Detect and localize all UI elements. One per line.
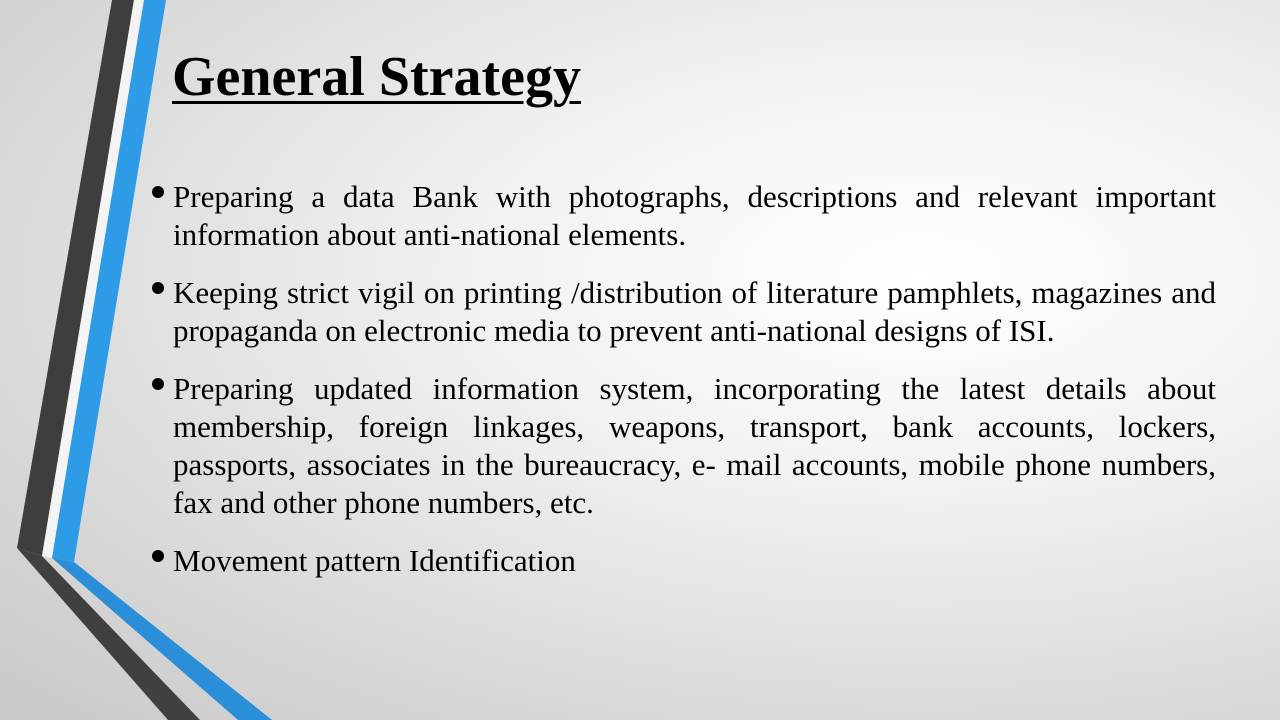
bullet-item <box>150 370 1216 522</box>
bullet-text: Preparing a data Bank with photographs, descriptions and relevant important information about anti-national elements. <box>173 179 1216 252</box>
bullet-dot-icon <box>152 378 164 390</box>
slide-title: General Strategy <box>172 46 581 108</box>
white-highlight <box>42 0 144 558</box>
bullet-dot-icon <box>152 282 164 294</box>
bullet-list <box>150 178 1216 580</box>
bullet-dot-icon <box>152 550 164 562</box>
bullet-text: Movement pattern Identification <box>173 543 576 578</box>
bullet-item <box>150 542 1216 580</box>
bullet-text: Keeping strict vigil on printing /distribution of literature pamphlets, magazines and propaganda on electronic media to prevent anti-national designs of ISI. <box>173 275 1216 348</box>
bullet-text: Preparing updated information system, incorporating the latest details about membership, foreign linkages, weapons, transport, bank accounts, lockers, passports, associates in the bureaucracy, e- mail accounts, mobile phone numbers, fax and other phone numbers, etc. <box>173 371 1216 520</box>
bullet-item <box>150 274 1216 350</box>
bullet-item <box>150 178 1216 254</box>
bullet-dot-icon <box>152 186 164 198</box>
